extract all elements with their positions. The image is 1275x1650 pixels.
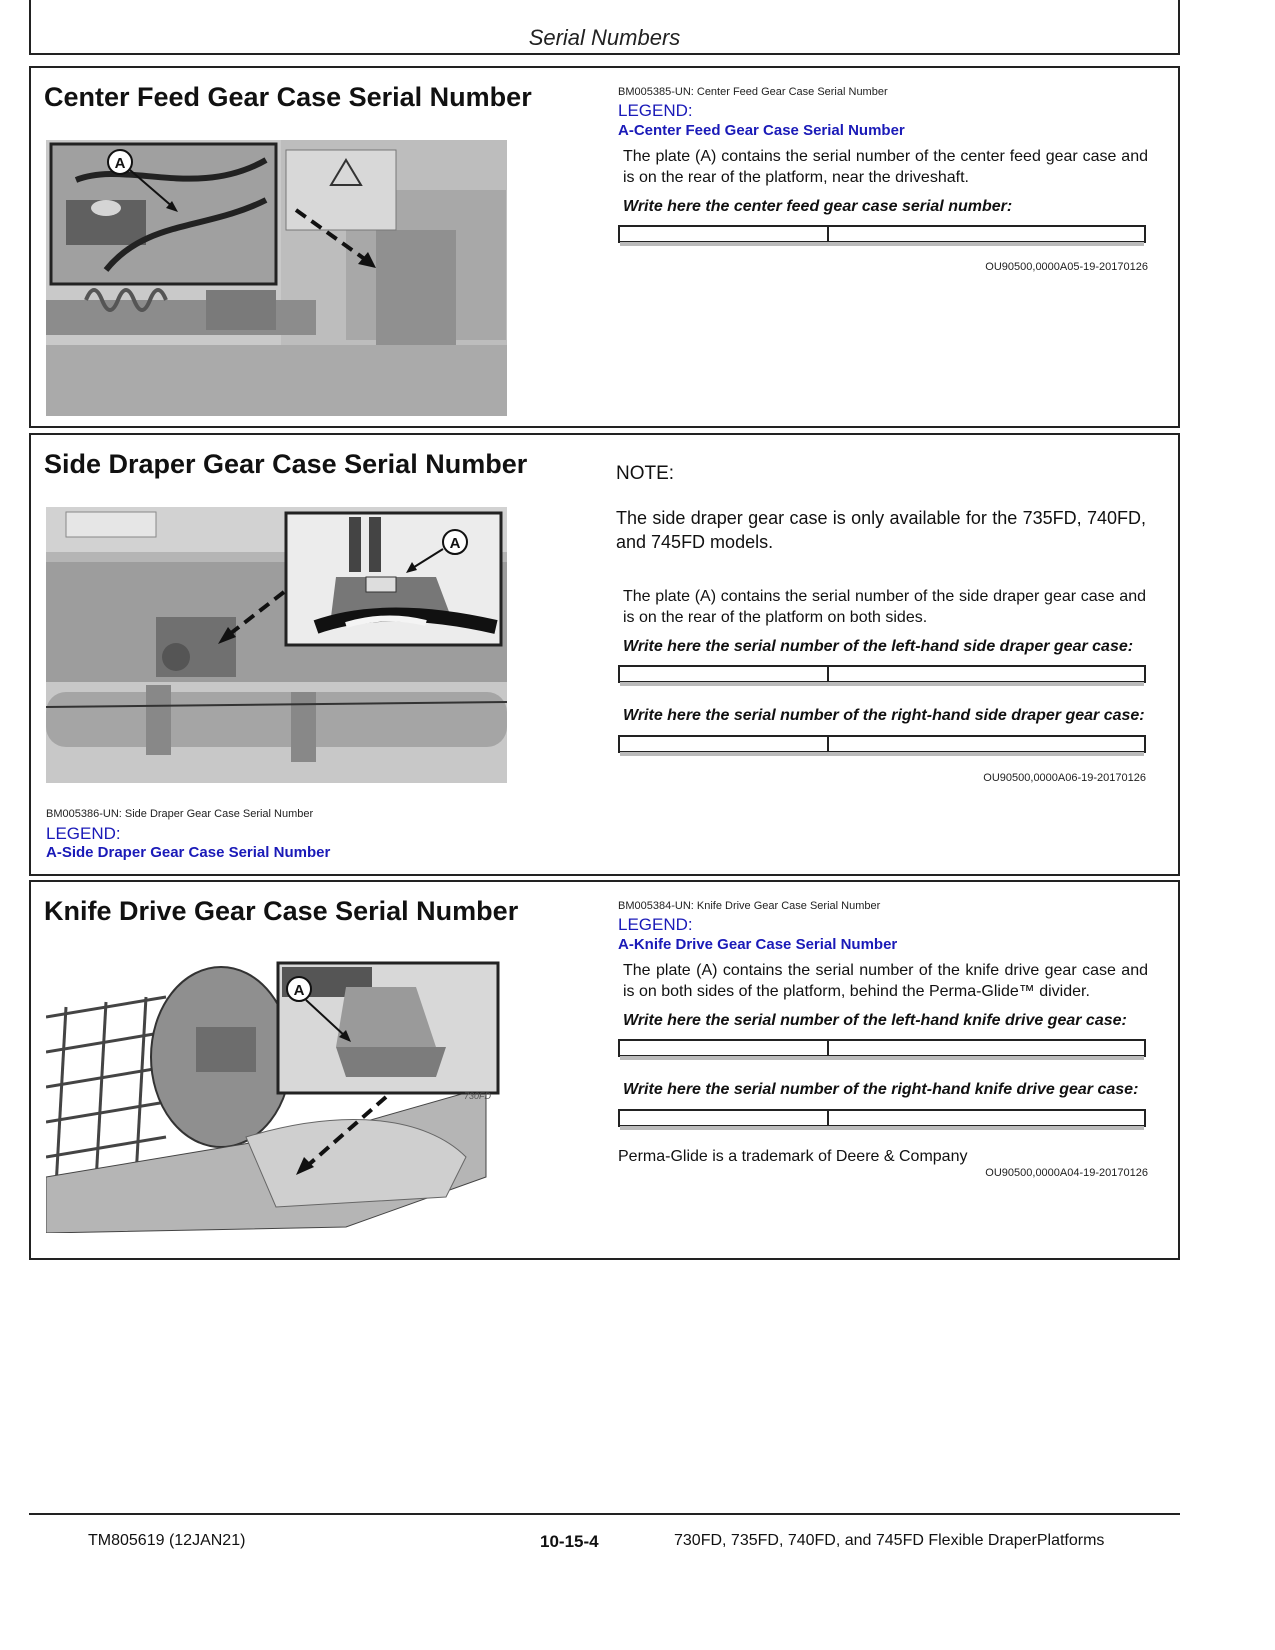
figure-caption: BM005384-UN: Knife Drive Gear Case Serial Number [618,900,881,912]
trademark-note: Perma-Glide is a trademark of Deere & Company [618,1148,968,1165]
serial-entry-cell-left[interactable] [620,737,829,751]
section-side-draper-gear-case [29,433,1180,876]
description-text: The plate (A) contains the serial number of the knife drive gear case and is on both sides of the platform, behind the Perma-Glide™ divider. [623,962,1148,1000]
serial-entry-prompt-left: Write here the serial number of the left-hand knife drive gear case: [623,1012,1127,1029]
callout-a-label: A [449,535,461,552]
figure-caption: BM005385-UN: Center Feed Gear Case Serial Number [618,86,888,98]
legend-heading: LEGEND: [618,915,693,934]
serial-entry-prompt-left: Write here the serial number of the left-hand side draper gear case: [623,638,1134,655]
serial-entry-prompt-right: Write here the serial number of the right-hand side draper gear case: [623,707,1145,724]
legend-heading: LEGEND: [618,101,693,120]
legend-heading: LEGEND: [46,824,121,843]
serial-entry-cell-left[interactable] [620,1111,829,1125]
section-title: Knife Drive Gear Case Serial Number [44,896,519,926]
footer-page-number: 10-15-4 [540,1532,599,1551]
section-title: Center Feed Gear Case Serial Number [44,82,532,112]
serial-entry-cell-left[interactable] [620,227,829,241]
reference-code: OU90500,0000A06-19-20170126 [983,772,1146,784]
callout-a-label: A [114,155,126,172]
serial-entry-field-right[interactable] [618,735,1146,753]
model-stamp: 730FD [464,1091,492,1101]
serial-entry-prompt: Write here the center feed gear case serial number: [623,198,1013,215]
serial-entry-field-right[interactable] [618,1109,1146,1127]
page-header [29,0,1180,55]
legend-item: A-Knife Drive Gear Case Serial Number [618,936,898,953]
serial-entry-field[interactable] [618,225,1146,243]
serial-entry-cell-left[interactable] [620,1041,829,1055]
serial-entry-field-left[interactable] [618,1039,1146,1057]
section-center-feed-gear-case [29,66,1180,428]
side-draper-gear-case-photo [46,507,507,783]
serial-entry-cell-left[interactable] [620,667,829,681]
callout-a-label: A [293,982,305,999]
page-header-title: Serial Numbers [528,25,681,50]
legend-item: A-Center Feed Gear Case Serial Number [618,122,905,139]
figure-caption: BM005386-UN: Side Draper Gear Case Serial Number [46,808,314,820]
serial-entry-field-left[interactable] [618,665,1146,683]
knife-drive-gear-case-photo [46,957,507,1233]
legend-item: A-Side Draper Gear Case Serial Number [46,844,331,861]
footer-rule [29,1513,1180,1515]
note-text: The side draper gear case is only available for the 735FD, 740FD, and 745FD models. [616,508,1146,552]
center-feed-gear-case-photo [46,140,507,416]
footer-doc-id: TM805619 (12JAN21) [88,1532,246,1549]
reference-code: OU90500,0000A05-19-20170126 [985,261,1148,273]
reference-code: OU90500,0000A04-19-20170126 [985,1167,1148,1179]
footer-product-title: 730FD, 735FD, 740FD, and 745FD Flexible DraperPlatforms [674,1532,1105,1549]
note-label: NOTE: [616,463,675,484]
section-title: Side Draper Gear Case Serial Number [44,449,528,479]
description-text: The plate (A) contains the serial number of the center feed gear case and is on the rear of the platform, near the driveshaft. [623,148,1148,186]
section-knife-drive-gear-case [29,880,1180,1260]
serial-entry-prompt-right: Write here the serial number of the right-hand knife drive gear case: [623,1081,1139,1098]
description-text: The plate (A) contains the serial number of the side draper gear case and is on the rear of the platform on both sides. [623,588,1146,626]
